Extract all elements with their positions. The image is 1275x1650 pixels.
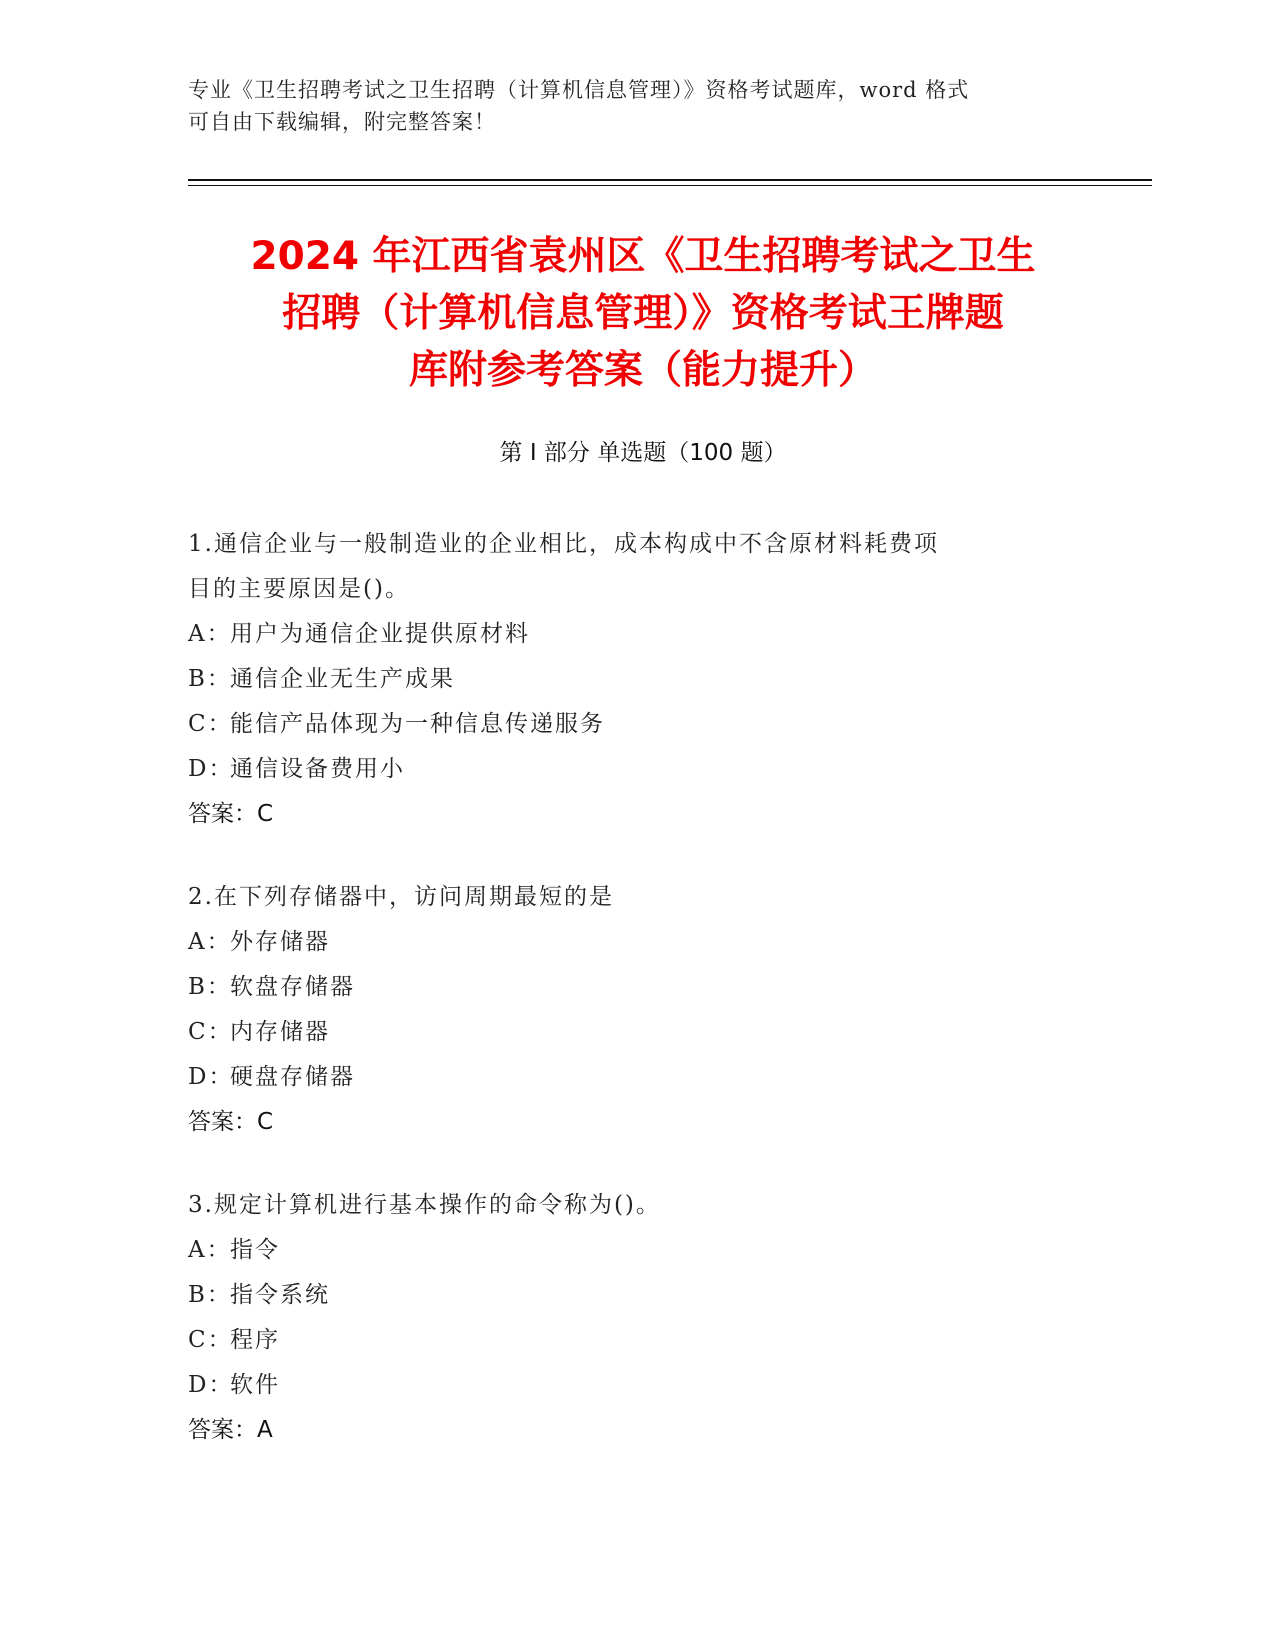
option-text: 能信产品体现为一种信息传递服务 xyxy=(230,711,605,737)
option-a xyxy=(188,920,1068,965)
option-d xyxy=(188,747,1068,792)
header-note-line: 可自由下载编辑，附完整答案！ xyxy=(188,110,496,134)
option-c xyxy=(188,1318,1068,1363)
header-note xyxy=(188,74,1068,138)
option-key: B： xyxy=(188,974,232,1000)
option-text: 通信设备费用小 xyxy=(230,756,405,782)
option-key: A： xyxy=(188,1237,232,1263)
option-d xyxy=(188,1055,1068,1100)
option-text: 外存储器 xyxy=(230,929,330,955)
option-b xyxy=(188,965,1068,1010)
option-key: B： xyxy=(188,1282,232,1308)
option-key: C： xyxy=(188,711,233,737)
question-list xyxy=(188,522,1068,1491)
document-title-line: 库附参考答案（能力提升） xyxy=(408,348,877,393)
option-text: 用户为通信企业提供原材料 xyxy=(230,621,530,647)
option-key: A： xyxy=(188,929,232,955)
option-key: D： xyxy=(188,1064,234,1090)
answer-line: 答案：C xyxy=(188,801,274,827)
option-text: 指令系统 xyxy=(230,1282,330,1308)
option-a xyxy=(188,612,1068,657)
question-item xyxy=(188,875,1068,1145)
option-text: 软件 xyxy=(230,1372,280,1398)
header-divider-thin xyxy=(188,185,1152,186)
option-text: 硬盘存储器 xyxy=(230,1064,355,1090)
option-a xyxy=(188,1228,1068,1273)
option-key: C： xyxy=(188,1019,233,1045)
section-title: 第 I 部分 单选题（100 题） xyxy=(499,440,787,466)
option-d xyxy=(188,1363,1068,1408)
question-item xyxy=(188,522,1068,837)
document-title-line: 2024 年江西省袁州区《卫生招聘考试之卫生 xyxy=(250,234,1036,279)
question-stem: 3.规定计算机进行基本操作的命令称为()。 xyxy=(188,1192,661,1218)
option-text: 内存储器 xyxy=(230,1019,330,1045)
header-note-line: 专业《卫生招聘考试之卫生招聘（计算机信息管理）》资格考试题库，word 格式 xyxy=(188,78,970,102)
option-key: C： xyxy=(188,1327,233,1353)
header-divider-thick xyxy=(188,179,1152,181)
answer-line: 答案：A xyxy=(188,1417,273,1443)
document-title-line: 招聘（计算机信息管理）》资格考试王牌题 xyxy=(282,291,1004,336)
option-key: D： xyxy=(188,756,234,782)
option-text: 指令 xyxy=(230,1237,280,1263)
option-text: 软盘存储器 xyxy=(230,974,355,1000)
question-stem: 1.通信企业与一般制造业的企业相比，成本构成中不含原材料耗费项 xyxy=(188,531,939,557)
document-title xyxy=(188,228,1098,399)
option-c xyxy=(188,702,1068,747)
question-item xyxy=(188,1183,1068,1453)
question-stem: 2.在下列存储器中，访问周期最短的是 xyxy=(188,884,614,910)
option-b xyxy=(188,1273,1068,1318)
option-c xyxy=(188,1010,1068,1055)
answer-line: 答案：C xyxy=(188,1109,274,1135)
option-key: A： xyxy=(188,621,232,647)
option-text: 通信企业无生产成果 xyxy=(230,666,455,692)
option-key: B： xyxy=(188,666,232,692)
option-key: D： xyxy=(188,1372,234,1398)
question-stem: 目的主要原因是()。 xyxy=(188,576,410,602)
option-text: 程序 xyxy=(230,1327,280,1353)
option-b xyxy=(188,657,1068,702)
